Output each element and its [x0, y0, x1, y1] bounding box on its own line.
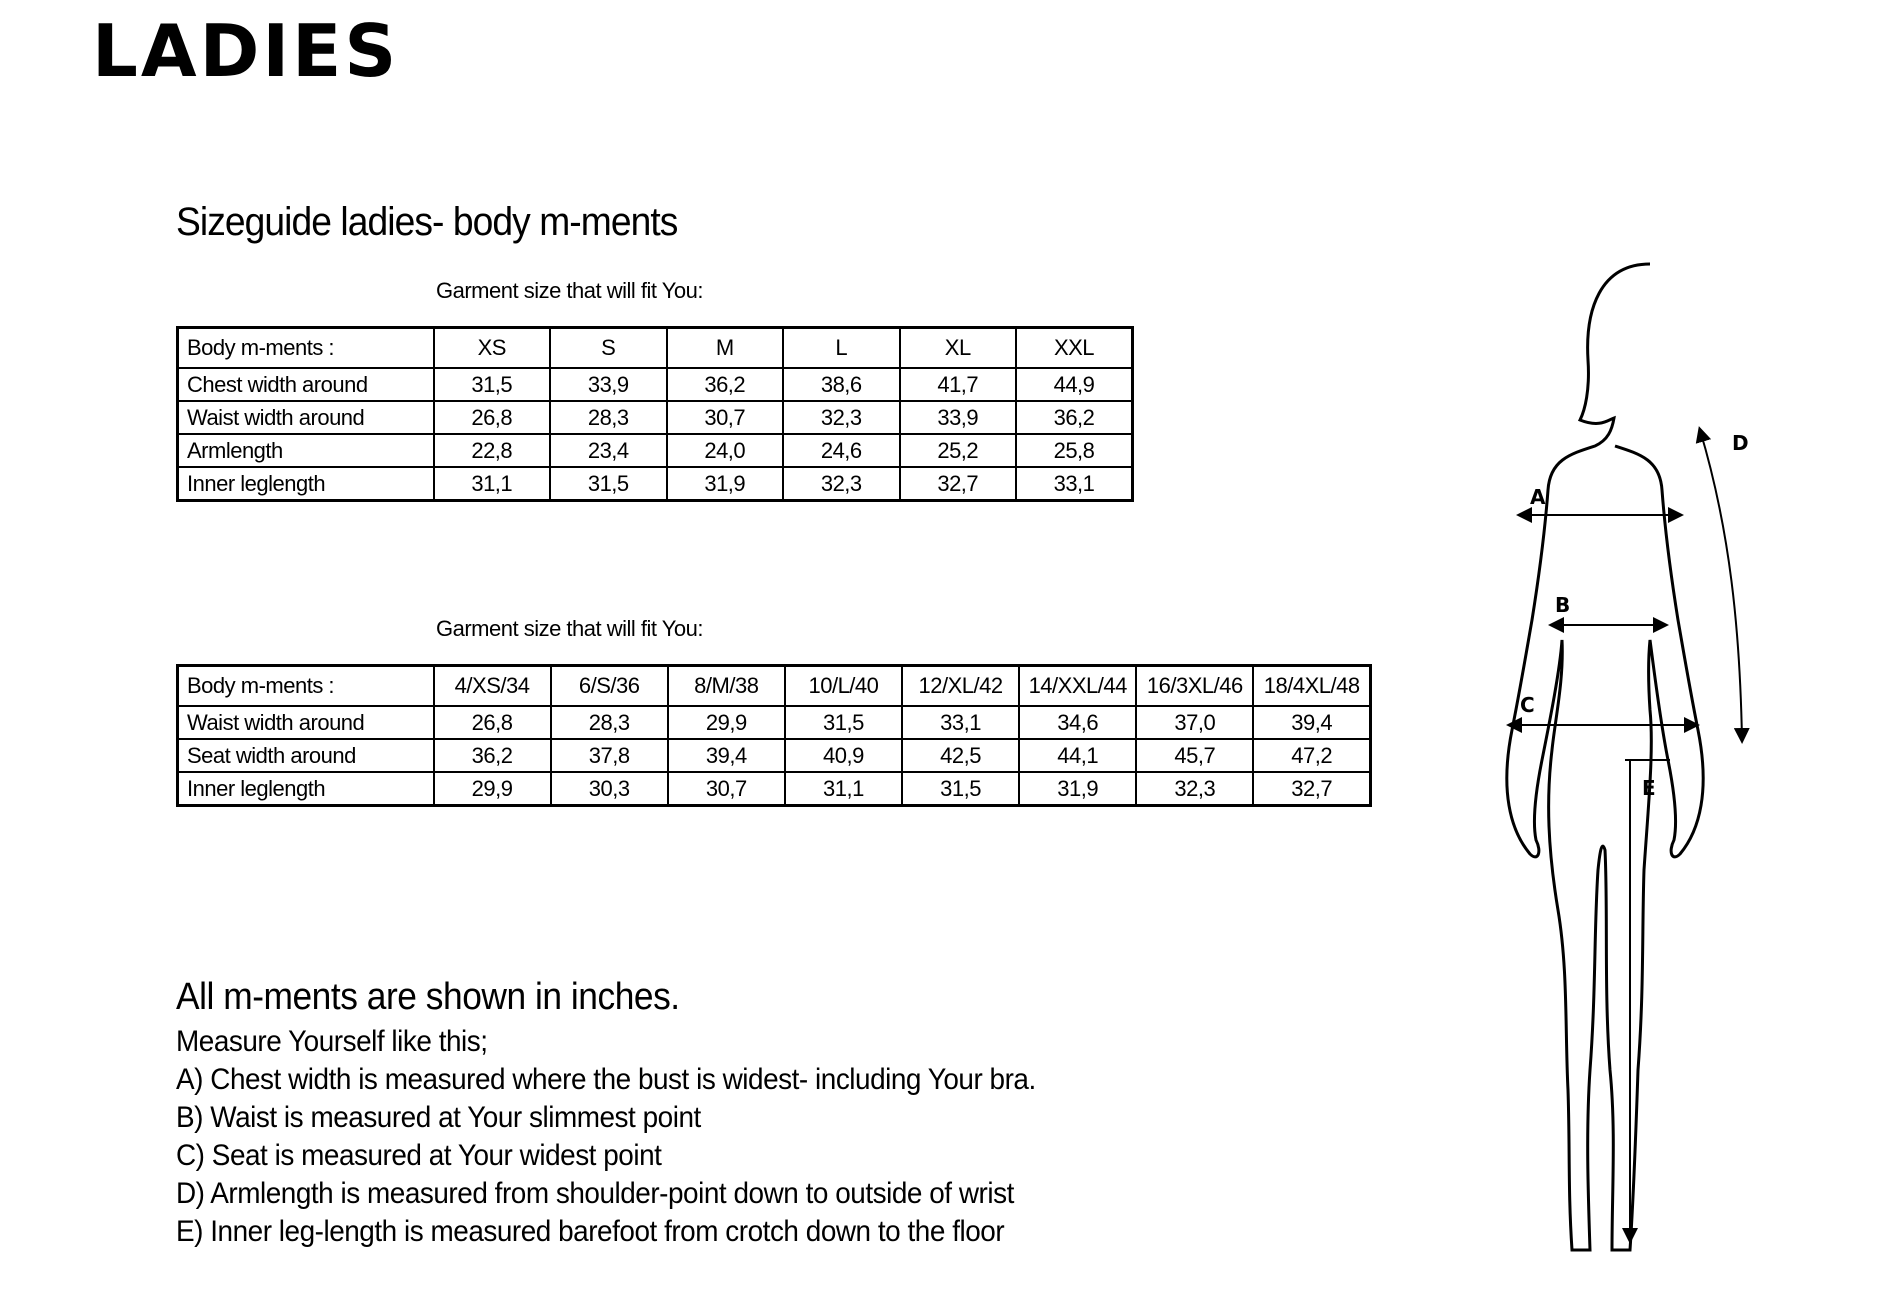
- table-cell: 31,1: [785, 772, 902, 806]
- table-cell: 28,3: [550, 401, 667, 434]
- table-cell: 29,9: [668, 706, 785, 739]
- table-cell: 36,2: [1016, 401, 1133, 434]
- size-guide-title: Sizeguide ladies- body m-ments: [176, 200, 678, 244]
- table-cell: 33,1: [1016, 467, 1133, 501]
- table-row: [178, 368, 1133, 401]
- table-cell: 25,8: [1016, 434, 1133, 467]
- size-table-standard: [176, 326, 1134, 502]
- table-cell: 31,5: [550, 467, 667, 501]
- table-cell: 32,3: [1136, 772, 1253, 806]
- table-cell: 24,6: [783, 434, 900, 467]
- table-header-cell: S: [550, 328, 667, 369]
- table-row: [178, 401, 1133, 434]
- table-header-cell: Body m-ments :: [178, 328, 434, 369]
- row-label: Chest width around: [178, 368, 434, 401]
- table-cell: 33,9: [900, 401, 1017, 434]
- body-measurement-figure: [1460, 250, 1780, 1260]
- table-cell: 32,7: [1253, 772, 1370, 806]
- table-cell: 41,7: [900, 368, 1017, 401]
- table-row: [178, 706, 1371, 739]
- table-header-cell: 14/XXL/44: [1019, 666, 1136, 707]
- table-header-cell: 4/XS/34: [434, 666, 551, 707]
- table-cell: 44,9: [1016, 368, 1133, 401]
- instructions-intro: Measure Yourself like this;: [176, 1025, 488, 1058]
- label-c: C: [1520, 693, 1535, 717]
- units-note: All m-ments are shown in inches.: [176, 976, 680, 1018]
- table-cell: 44,1: [1019, 739, 1136, 772]
- table-cell: 42,5: [902, 739, 1019, 772]
- table-header-row: [178, 328, 1133, 369]
- table-cell: 39,4: [1253, 706, 1370, 739]
- table-cell: 31,1: [434, 467, 551, 501]
- table-cell: 33,9: [550, 368, 667, 401]
- table-header-cell: 8/M/38: [668, 666, 785, 707]
- table-cell: 31,5: [785, 706, 902, 739]
- label-e: E: [1642, 776, 1656, 800]
- table-row: [178, 434, 1133, 467]
- table-cell: 31,9: [667, 467, 784, 501]
- row-label: Waist width around: [178, 401, 434, 434]
- table-cell: 36,2: [667, 368, 784, 401]
- table-header-cell: XL: [900, 328, 1017, 369]
- row-label: Inner leglength: [178, 467, 434, 501]
- table-header-cell: XXL: [1016, 328, 1133, 369]
- table-cell: 24,0: [667, 434, 784, 467]
- table1-caption: Garment size that will fit You:: [436, 278, 703, 303]
- table-cell: 38,6: [783, 368, 900, 401]
- table-cell: 40,9: [785, 739, 902, 772]
- table-header-row: [178, 666, 1371, 707]
- table-cell: 31,9: [1019, 772, 1136, 806]
- table-header-cell: 12/XL/42: [902, 666, 1019, 707]
- table-cell: 25,2: [900, 434, 1017, 467]
- table-cell: 29,9: [434, 772, 551, 806]
- table-cell: 36,2: [434, 739, 551, 772]
- table-header-cell: M: [667, 328, 784, 369]
- label-b: B: [1555, 593, 1571, 617]
- table-cell: 33,1: [902, 706, 1019, 739]
- table-header-cell: 10/L/40: [785, 666, 902, 707]
- label-d: D: [1732, 431, 1749, 455]
- table-cell: 30,3: [551, 772, 668, 806]
- table-cell: 31,5: [902, 772, 1019, 806]
- table-row: [178, 739, 1371, 772]
- silhouette-outline: [1507, 264, 1703, 1250]
- instruction-armlength: D) Armlength is measured from shoulder-point down to outside of wrist: [176, 1177, 1014, 1210]
- table-header-cell: 6/S/36: [551, 666, 668, 707]
- page-title: LADIES: [92, 9, 400, 93]
- table-cell: 26,8: [434, 706, 551, 739]
- table-cell: 45,7: [1136, 739, 1253, 772]
- table-cell: 32,7: [900, 467, 1017, 501]
- size-table-numeric: [176, 664, 1372, 807]
- table-cell: 32,3: [783, 467, 900, 501]
- instruction-chest: A) Chest width is measured where the bust is widest- including Your bra.: [176, 1063, 1036, 1096]
- table2-caption: Garment size that will fit You:: [436, 616, 703, 641]
- row-label: Armlength: [178, 434, 434, 467]
- table-header-cell: Body m-ments :: [178, 666, 434, 707]
- table-cell: 39,4: [668, 739, 785, 772]
- table-header-cell: 16/3XL/46: [1136, 666, 1253, 707]
- table-cell: 34,6: [1019, 706, 1136, 739]
- instruction-seat: C) Seat is measured at Your widest point: [176, 1139, 662, 1172]
- row-label: Waist width around: [178, 706, 434, 739]
- instruction-waist: B) Waist is measured at Your slimmest point: [176, 1101, 701, 1134]
- table-header-cell: 18/4XL/48: [1253, 666, 1370, 707]
- table-cell: 23,4: [550, 434, 667, 467]
- table-cell: 47,2: [1253, 739, 1370, 772]
- table-cell: 22,8: [434, 434, 551, 467]
- table-row: [178, 467, 1133, 501]
- table-cell: 32,3: [783, 401, 900, 434]
- table-cell: 37,8: [551, 739, 668, 772]
- label-a: A: [1530, 485, 1546, 509]
- table-cell: 31,5: [434, 368, 551, 401]
- body-silhouette: [1460, 250, 1780, 1260]
- measurement-notes: [176, 976, 1036, 1251]
- row-label: Seat width around: [178, 739, 434, 772]
- arm-measure-line: [1700, 430, 1742, 740]
- table-cell: 37,0: [1136, 706, 1253, 739]
- table-cell: 30,7: [667, 401, 784, 434]
- row-label: Inner leglength: [178, 772, 434, 806]
- table-header-cell: L: [783, 328, 900, 369]
- table-cell: 28,3: [551, 706, 668, 739]
- table-cell: 26,8: [434, 401, 551, 434]
- instruction-inner-leg: E) Inner leg-length is measured barefoot from crotch down to the floor: [176, 1215, 1005, 1248]
- table-cell: 30,7: [668, 772, 785, 806]
- table-header-cell: XS: [434, 328, 551, 369]
- table-row: [178, 772, 1371, 806]
